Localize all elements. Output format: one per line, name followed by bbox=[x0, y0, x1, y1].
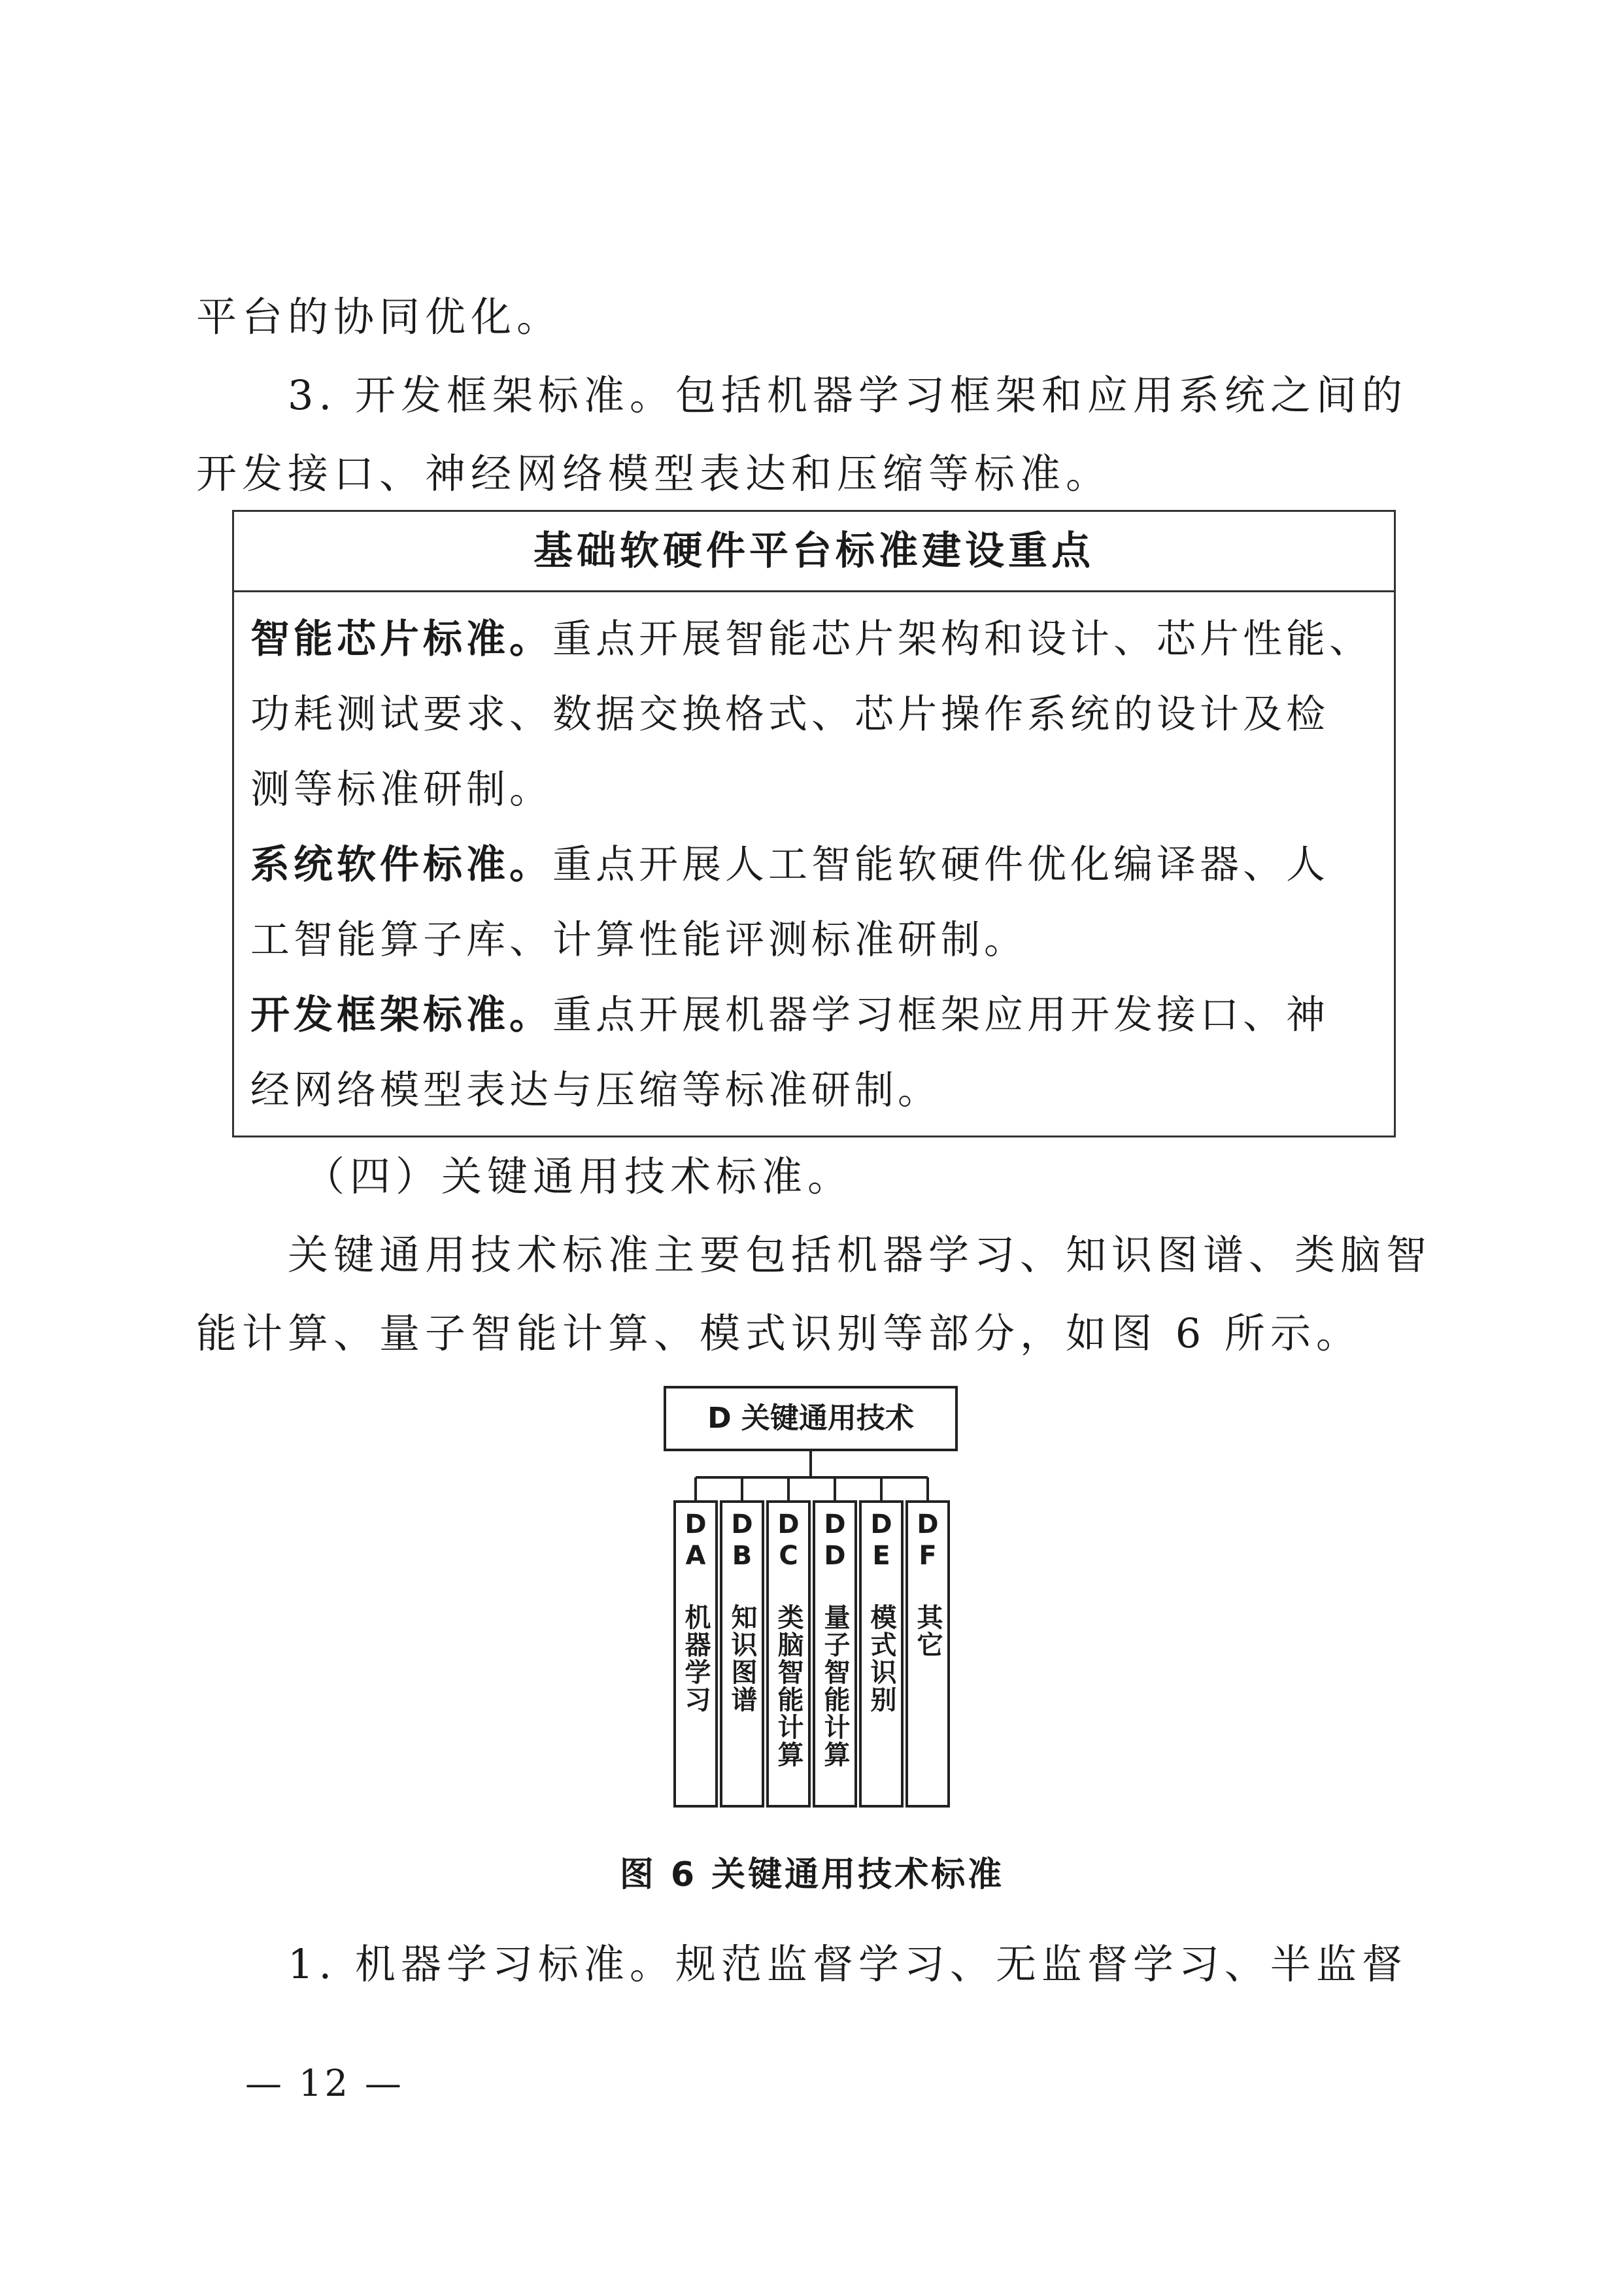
diagram-child-node: DC 类脑智能计算 bbox=[766, 1500, 811, 1808]
diagram-child-node: DE 模式识别 bbox=[859, 1500, 904, 1808]
paragraph-line: 3. 开发框架标准。包括机器学习框架和应用系统之间的 bbox=[288, 371, 1408, 419]
paragraph-line: 关键通用技术标准主要包括机器学习、知识图谱、类脑智 bbox=[288, 1231, 1432, 1279]
diagram-child-node: DF 其它 bbox=[905, 1500, 950, 1808]
section-heading: （四）关键通用技术标准。 bbox=[304, 1152, 854, 1200]
box-line-heading: 开发框架标准。 bbox=[250, 992, 552, 1038]
paragraph-line: 平台的协同优化。 bbox=[196, 293, 563, 341]
box-line-text: 重点开展智能芯片架构和设计、芯片性能、 bbox=[552, 616, 1372, 662]
paragraph-line: 开发接口、神经网络模型表达和压缩等标准。 bbox=[196, 450, 1112, 497]
diagram-root-node: D 关键通用技术 bbox=[664, 1386, 958, 1451]
box-line-heading: 智能芯片标准。 bbox=[250, 616, 552, 662]
diagram-child-node: DA 机器学习 bbox=[673, 1500, 718, 1808]
box-line-text: 测等标准研制。 bbox=[250, 767, 552, 813]
paragraph-line: 1. 机器学习标准。规范监督学习、无监督学习、半监督 bbox=[288, 1940, 1408, 1988]
page-number: — 12 — bbox=[245, 2062, 404, 2105]
box-line-text: 重点开展机器学习框架应用开发接口、神 bbox=[552, 992, 1329, 1038]
box-line-text: 经网络模型表达与压缩等标准研制。 bbox=[250, 1068, 941, 1113]
paragraph-line: 能计算、量子智能计算、模式识别等部分，如图 6 所示。 bbox=[196, 1309, 1362, 1357]
figure-caption: 图 6 关键通用技术标准 bbox=[619, 1855, 1005, 1894]
box-line-text: 功耗测试要求、数据交换格式、芯片操作系统的设计及检 bbox=[250, 692, 1329, 737]
box-title: 基础软硬件平台标准建设重点 bbox=[234, 512, 1394, 592]
box-line-text: 工智能算子库、计算性能评测标准研制。 bbox=[250, 917, 1027, 963]
box-line-text: 重点开展人工智能软硬件优化编译器、人 bbox=[552, 842, 1329, 888]
box-line-heading: 系统软件标准。 bbox=[250, 842, 552, 888]
diagram-child-node: DB 知识图谱 bbox=[720, 1500, 764, 1808]
diagram-child-node: DD 量子智能计算 bbox=[813, 1500, 857, 1808]
